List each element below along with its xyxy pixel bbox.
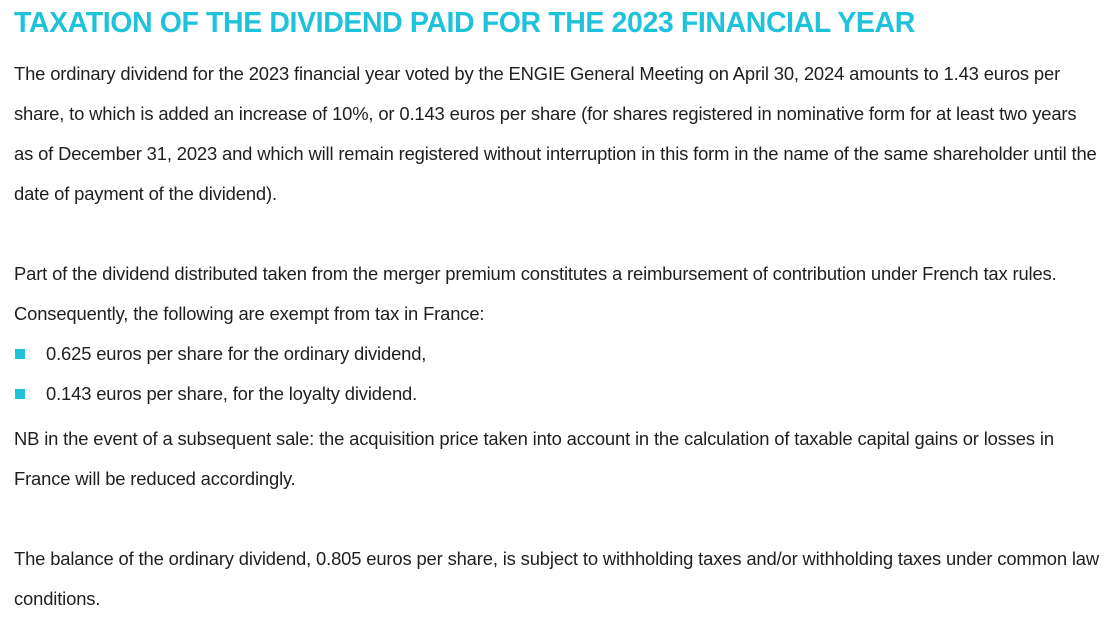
document-body [14,0,1100,619]
page-title: TAXATION OF THE DIVIDEND PAID FOR THE 2023 FINANCIAL YEAR [14,7,915,39]
nb-paragraph: NB in the event of a subsequent sale: the acquisition price taken into account in the calculation of taxable capital gains or losses in France will be reduced accordingly. [14,428,1054,489]
list-item [14,374,1100,414]
intro-paragraph: The ordinary dividend for the 2023 financial year voted by the ENGIE General Meeting on April 30, 2024 amounts to 1.43 euros per share, to which is added an increase of 10%, or 0.143 euros per share (for shares registered in nominative form for at least two years as of December 31, 2023 and which will remain registered without interruption in this form in the name of the same shareholder until the date of payment of the dividend). [14,63,1097,204]
exempt-amounts-list [14,334,1100,414]
merger-premium-paragraph: Part of the dividend distributed taken from the merger premium constitutes a reimbursement of contribution under French tax rules. Consequently, the following are exempt from tax in France: [14,263,1057,324]
square-bullet-icon [15,389,25,399]
balance-paragraph: The balance of the ordinary dividend, 0.805 euros per share, is subject to withholding taxes and/or withholding taxes under common law conditions. [14,548,1100,609]
list-item-text: 0.625 euros per share for the ordinary dividend, [46,343,427,364]
list-item-text: 0.143 euros per share, for the loyalty dividend. [46,383,418,404]
square-bullet-icon [15,349,25,359]
list-item [14,334,1100,374]
